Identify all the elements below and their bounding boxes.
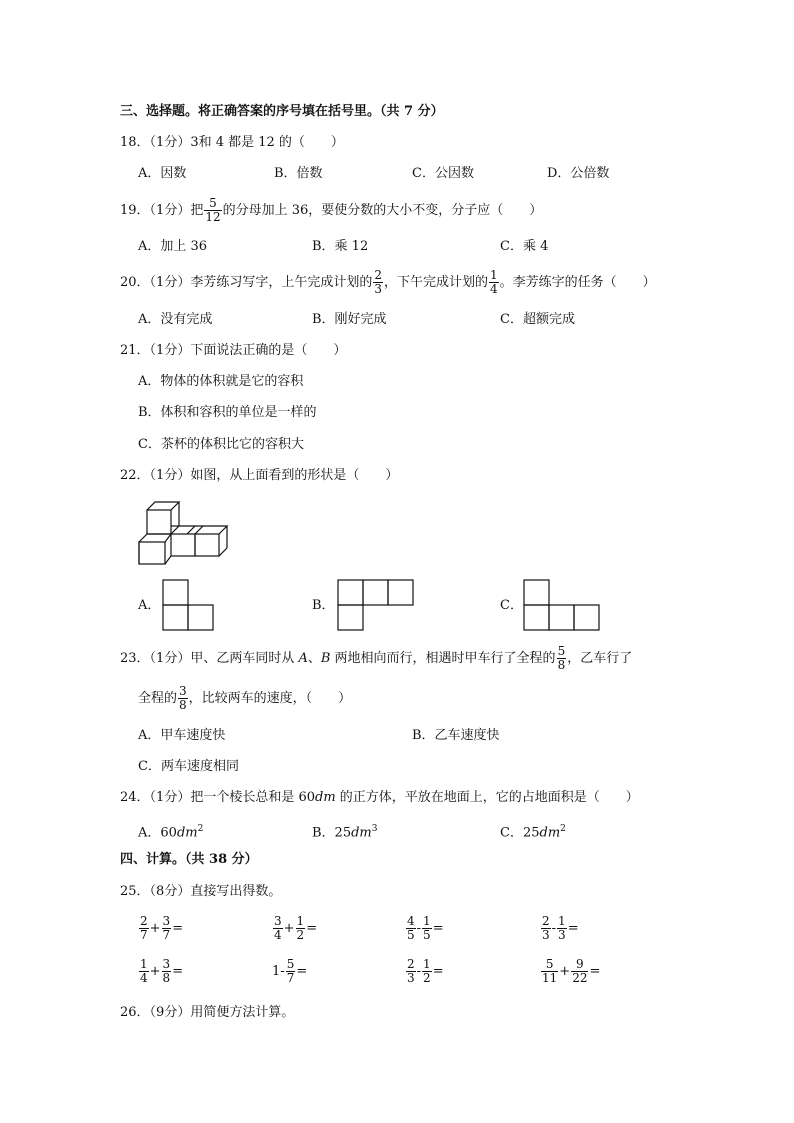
q22-option-c-label: C．	[500, 598, 523, 613]
calc-item: $\frac{1}{4}$ + $\frac{3}{8}$ =	[140, 957, 184, 985]
q24-option-c: C．$25dm^2$	[500, 824, 566, 841]
q19-option-b: B．乘 12	[312, 239, 369, 254]
question-19: 19．（1分）把 $\frac{5}{12}$ 的分母加上 36，要使分数的大小不变，分子应（ ）	[120, 196, 543, 224]
calc-item: 1- $\frac{5}{7}$ =	[272, 957, 308, 985]
section-4-title: 四、计算。（共 38 分）	[120, 852, 258, 867]
question-25: 25．（8分）直接写出得数。	[120, 884, 282, 899]
question-26: 26．（9分）用简便方法计算。	[120, 1005, 295, 1020]
q24-option-b: B．$25dm^3$	[312, 824, 378, 841]
q21-option-c: C．茶杯的体积比它的容积大	[138, 437, 304, 452]
q18-option-a: A．因数	[138, 166, 187, 181]
q18-option-c: C．公因数	[412, 166, 474, 181]
q20-option-c: C．超额完成	[500, 312, 575, 327]
q21-option-b: B．体积和容积的单位是一样的	[138, 405, 317, 420]
q20-option-b: B．刚好完成	[312, 312, 387, 327]
q22-option-a-shape	[160, 578, 216, 632]
question-20: 20．（1分）李芳练习写字，上午完成计划的 $\frac{2}{3}$ ，下午完成计划的 $\frac{1}{4}$ 。李芳练字的任务（ ）	[120, 268, 656, 296]
section-3-title: 三、选择题。将正确答案的序号填在括号里。（共 7 分）	[120, 104, 444, 119]
question-23-line-2: 全程的 $\frac{3}{8}$ ，比较两车的速度，（ ）	[138, 684, 352, 712]
q20-fraction-1: $\frac{2}{3}$	[374, 268, 382, 296]
question-23-line-1: 23．（1分）甲、乙两车同时从 A、B 两地相向而行，相遇时甲车行了全程的 $\frac{5}{8}$ ，乙车行了	[120, 644, 633, 672]
question-18: 18．（1分）3和 4 都是 12 的（ ）	[120, 135, 344, 150]
q19-option-c: C．乘 4	[500, 239, 549, 254]
q18-option-b: B．倍数	[274, 166, 323, 181]
q23-fraction-1: $\frac{5}{8}$	[557, 644, 566, 672]
q23-option-c: C．两车速度相同	[138, 759, 239, 774]
q23-option-a: A．甲车速度快	[138, 728, 226, 743]
calc-item: $\frac{2}{3}$ - $\frac{1}{2}$ =	[407, 957, 444, 985]
q22-option-c-shape	[521, 578, 603, 632]
calc-item: $\frac{3}{4}$ + $\frac{1}{2}$ =	[274, 914, 318, 942]
calc-item: $\frac{5}{11}$ + $\frac{9}{22}$ =	[542, 957, 601, 985]
question-21: 21．（1分）下面说法正确的是（ ）	[120, 343, 347, 358]
q23-fraction-2: $\frac{3}{8}$	[179, 684, 187, 712]
q23-option-b: B．乙车速度快	[412, 728, 500, 743]
q19-option-a: A．加上 36	[138, 239, 208, 254]
calc-item: $\frac{4}{5}$ - $\frac{1}{5}$ =	[407, 914, 444, 942]
q18-option-d: D．公倍数	[547, 166, 610, 181]
q22-option-b-shape	[335, 578, 417, 632]
cube-stack-figure	[135, 496, 235, 568]
q24-option-a: A．$60dm^2$	[138, 824, 204, 841]
q22-option-b-label: B．	[312, 598, 335, 613]
calc-item: $\frac{2}{7}$ + $\frac{3}{7}$ =	[140, 914, 184, 942]
question-24: 24．（1分）把一个棱长总和是 60dm 的正方体，平放在地面上，它的占地面积是（ ）	[120, 790, 639, 805]
q19-fraction: $\frac{5}{12}$	[205, 196, 221, 224]
q21-option-a: A．物体的体积就是它的容积	[138, 374, 304, 389]
q20-option-a: A．没有完成	[138, 312, 213, 327]
question-22: 22．（1分）如图，从上面看到的形状是（ ）	[120, 468, 399, 483]
q22-option-a-label: A．	[138, 598, 161, 613]
calc-item: $\frac{2}{3}$ - $\frac{1}{3}$ =	[542, 914, 579, 942]
q20-fraction-2: $\frac{1}{4}$	[489, 268, 498, 296]
